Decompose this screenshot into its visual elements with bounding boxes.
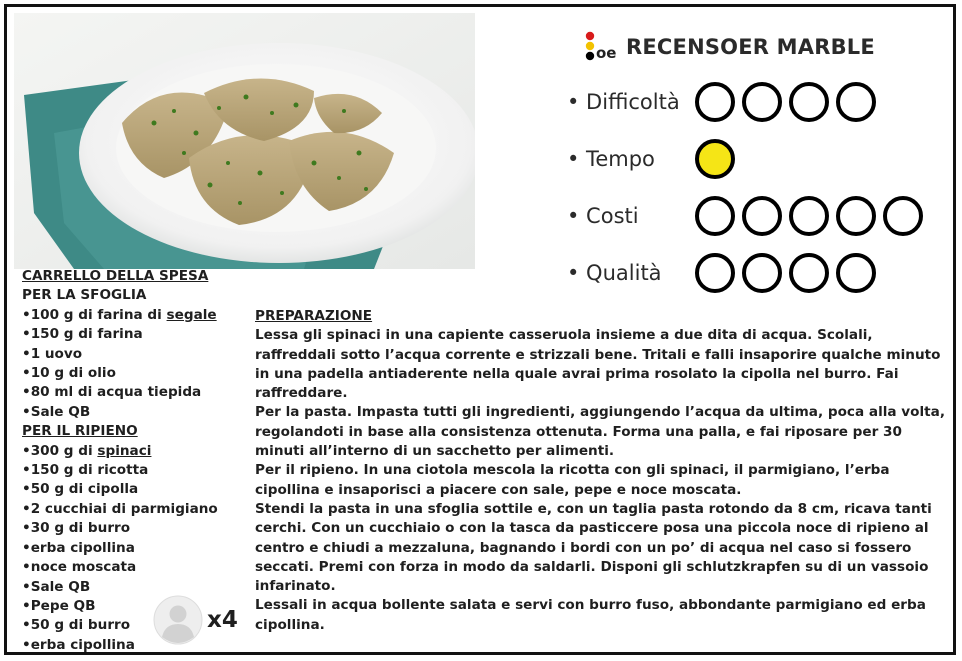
person-icon [153, 595, 203, 645]
brand-header [584, 29, 875, 65]
ingredient: •1 uovo [22, 345, 83, 362]
ingredient: •150 g di farina [22, 326, 143, 343]
dish-photo [14, 13, 475, 269]
rating-label: • Tempo [567, 147, 655, 171]
ingredient: •80 ml di acqua tiepida [22, 384, 202, 401]
rating-dot-empty [883, 196, 923, 236]
ingredient: •Sale QB [22, 578, 91, 595]
ingredient: •10 g di olio [22, 365, 116, 382]
ingredient-link-spinaci[interactable]: spinaci [97, 442, 152, 459]
rating-dots [695, 82, 883, 122]
rating-dot-empty [789, 196, 829, 236]
rating-dot-empty [836, 82, 876, 122]
rating-dot-empty [836, 196, 876, 236]
rating-label: • Qualità [567, 261, 662, 285]
rating-costi [567, 193, 930, 239]
rating-dot-filled [695, 139, 735, 179]
ingredient: •30 g di burro [22, 520, 131, 537]
ingredient: •100 g di farina di segale [22, 306, 217, 323]
rating-dot-empty [836, 253, 876, 293]
ingredient: •50 g di cipolla [22, 481, 139, 498]
rating-dot-empty [742, 196, 782, 236]
rating-dot-empty [789, 253, 829, 293]
brand-logo-text: oe [596, 44, 617, 62]
ingredient: •noce moscata [22, 559, 137, 576]
rating-dot-empty [742, 253, 782, 293]
servings-count: x4 [207, 607, 238, 633]
rating-dots [695, 196, 930, 236]
rating-dot-empty [695, 253, 735, 293]
preparation-paragraph: Per la pasta. Impasta tutti gli ingredienti, aggiungendo l’acqua da ultima, poca alla volta, regolandoti in base alla consistenza ottenuta. Forma una palla, e fai riposare per 30 minuti all’interno di un sacchetto per alimenti. [255, 404, 945, 460]
ingredient: •Pepe QB [22, 597, 96, 614]
preparation-title: PREPARAZIONE [255, 308, 373, 324]
ingredient-link-segale[interactable]: segale [166, 306, 217, 323]
rating-dots [695, 253, 883, 293]
rating-tempo [567, 136, 742, 182]
rating-dot-empty [695, 196, 735, 236]
brand-logo-icon [584, 30, 618, 64]
dish-photo-image [14, 13, 475, 269]
rating-dot-empty [695, 82, 735, 122]
recipe-card [4, 4, 956, 655]
filling-section-title: PER IL RIPIENO [22, 423, 138, 440]
rating-qualita [567, 250, 883, 296]
preparation-paragraph: Lessali in acqua bollente salata e servi con burro fuso, abbondante parmigiano ed erba cipollina. [255, 597, 926, 633]
rating-dot-empty [789, 82, 829, 122]
rating-label: • Difficoltà [567, 90, 680, 114]
ingredient: •erba cipollina [22, 539, 135, 556]
shopping-title: CARRELLO DELLA SPESA [22, 268, 209, 284]
preparation-paragraph: Lessa gli spinaci in una capiente casseruola insieme a due dita di acqua. Scolali, raffreddali sotto l’acqua corrente e strizzali bene. Tritali e falli insaporire qualche minuto in una padella antiaderente nella quale avrai prima rosolato la cipolla nel burro. Fai raffreddare. [255, 327, 941, 402]
ingredient: •50 g di burro [22, 617, 131, 634]
pasta-section-title: PER LA SFOGLIA [22, 287, 147, 304]
rating-dot-empty [742, 82, 782, 122]
rating-label: • Costi [567, 204, 639, 228]
ingredient: •2 cucchiai di parmigiano [22, 500, 218, 517]
preparation [255, 307, 945, 635]
preparation-paragraph: Stendi la pasta in una sfoglia sottile e, con un taglia pasta rotondo da 8 cm, ricava tanti cerchi. Con un cucchiaio o con la tasca da pasticcere posa una piccola noce di ripieno al centro e chiudi a mezzaluna, bagnando i bordi con un po’ di acqua nel caso si fossero seccati. Premi con forza in modo da saldarli. Disponi gli schlutzkrapfen su di un vassoio infarinato. [255, 500, 932, 595]
servings [153, 595, 238, 645]
brand-title: RECENSOER MARBLE [626, 35, 875, 59]
ingredient: •erba cipollina [22, 636, 135, 653]
ingredient: •300 g di spinaci [22, 442, 152, 459]
rating-difficolta [567, 79, 883, 125]
ingredient: •Sale QB [22, 403, 91, 420]
preparation-paragraph: Per il ripieno. In una ciotola mescola la ricotta con gli spinaci, il parmigiano, l’erba cipollina e insaporisci a piacere con sale, pepe e noce moscata. [255, 462, 890, 498]
ingredient: •150 g di ricotta [22, 462, 149, 479]
rating-dots [695, 139, 742, 179]
